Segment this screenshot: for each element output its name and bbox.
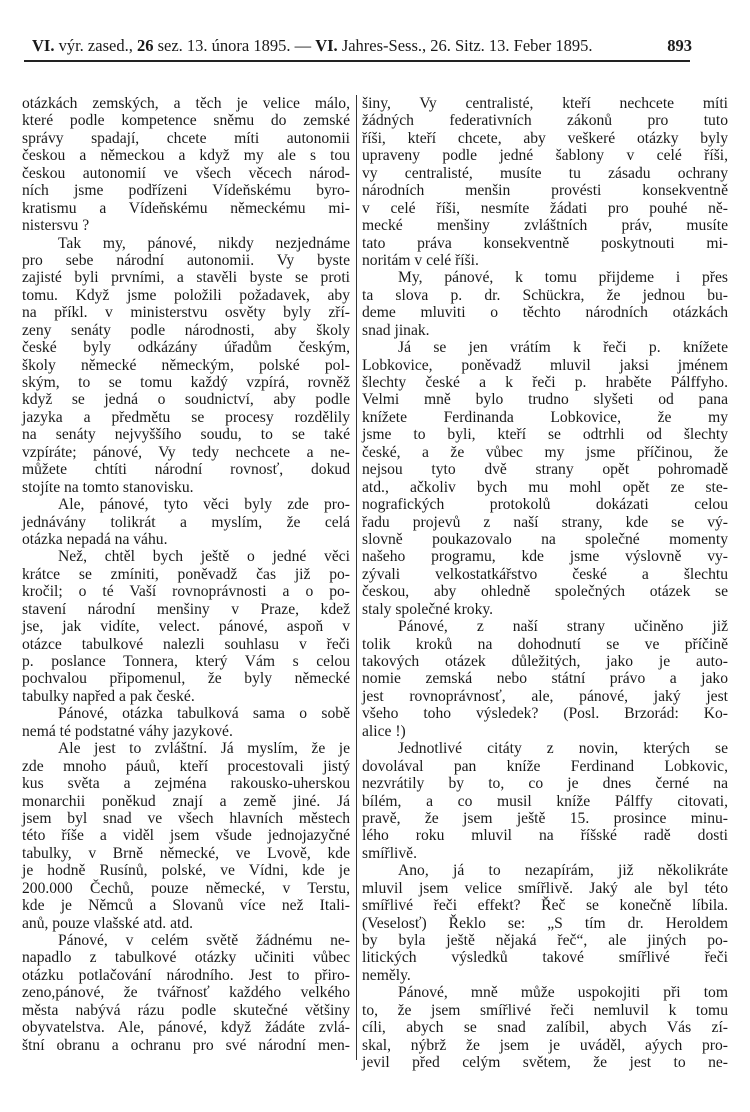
text-line: Tak my, pánové, nikdy nezjednáme bbox=[58, 234, 350, 252]
text-line: šiny, Vy centralisté, kteří nechcete míti bbox=[362, 95, 728, 112]
text-line: by byla ještě nějaká řeč“, ale jiných po- bbox=[362, 932, 728, 949]
text-line: vy centralisté, musíte tu zásadu ochrany bbox=[362, 164, 728, 182]
text-line: tabulky, v Brně německé, ve Lvově, kde bbox=[22, 844, 350, 862]
text-line: pravě, že jsem ještě 15. prosince minu- bbox=[362, 809, 728, 827]
text-line: města nabývá rázu podle skutečné většiny bbox=[22, 1001, 350, 1019]
text-line: zde mnoho páuů, kteří procestovali jistý bbox=[22, 757, 350, 775]
text-line: takových otázek důležitých, jako je auto- bbox=[362, 653, 728, 670]
text-line: správy spadají, chcete míti autonomii bbox=[22, 129, 350, 147]
text-line: na příkl. v ministerstvu osvěty byly zří- bbox=[22, 304, 350, 322]
text-line: anů, pouze vlašské atd. atd. bbox=[22, 914, 194, 932]
text-line: kus světa a zejména rakousko-uherskou bbox=[22, 775, 350, 793]
text-line: nezvrátily by to, co je dnes černé na bbox=[362, 775, 728, 793]
text-line: české byly odkázány úřadům českým, bbox=[22, 339, 350, 357]
text-line: knížete Ferdinanda Lobkovice, že my bbox=[362, 408, 728, 426]
text-line: (Veselosť) Řeklo se: „S tím dr. Heroldem bbox=[362, 914, 728, 932]
text-line: vzpíráte; pánové, Vy tedy nechcete a ne- bbox=[22, 443, 350, 461]
text-line: jsem byl snad ve všech hlavních městech bbox=[22, 809, 350, 827]
text-line: nejsou tyto dvě strany opět pohromadě bbox=[362, 461, 728, 479]
text-line: monarchii poněkud znají a země jiné. Já bbox=[22, 792, 350, 810]
text-line: Ale jest to zvláštní. Já myslím, že je bbox=[58, 740, 350, 758]
text-line: zeny senáty podle národnosti, aby školy bbox=[22, 321, 350, 339]
text-line: Než, chtěl bych ještě o jedné věci bbox=[58, 548, 350, 566]
text-line: je hodně Rusínů, polské, ve Vídni, kde je bbox=[22, 862, 350, 880]
text-line: zeno,pánové, že tvářnosť každého velkého bbox=[22, 984, 350, 1002]
header-sitting: 26 bbox=[136, 36, 154, 55]
text-line: Pánové, v celém světě žádnému ne- bbox=[58, 932, 350, 949]
header-rule bbox=[24, 60, 690, 62]
text-line: bílém, a co musil kníže Pálffy citovati, bbox=[362, 792, 728, 810]
text-line: snad jinak. bbox=[362, 321, 430, 339]
text-line: staly společné kroky. bbox=[362, 600, 494, 618]
text-line: nomie zemská nebo státní právo a jako bbox=[362, 670, 728, 688]
header-czech bbox=[32, 36, 593, 56]
text-line: lého roku mluvil na říšské radě dosti bbox=[362, 827, 728, 845]
text-line: jazyka a předmětu se procesy rozdělily bbox=[22, 408, 350, 426]
text-line: pro sebe národní autonomii. Vy byste bbox=[22, 251, 350, 269]
text-line: šlechty české a k řeči p. hraběte Pálffyho. bbox=[362, 374, 728, 391]
text-line: skal, nýbrž že jsem je uváděl, aýych pro- bbox=[362, 1036, 728, 1054]
text-line: ních jsme podřízeni Vídeňskému byro- bbox=[22, 182, 350, 200]
text-line: této říše a viděl jsem všude jednojazyčné bbox=[22, 827, 350, 845]
text-line: litických výsledků takové smířlivé řeči bbox=[362, 949, 728, 967]
text-line: alice !) bbox=[362, 722, 406, 740]
text-line: českou, aby ohledně společných otázek se bbox=[362, 583, 728, 601]
header-german: Jahres-Sess., 26. Sitz. 13. Feber 1895. bbox=[337, 36, 593, 55]
text-line: tabulky napřed a pak české. bbox=[22, 687, 195, 705]
text-line: říši, kteří chcete, aby veškeré otázky byly bbox=[362, 129, 728, 147]
text-line: Jednotlivé citáty z novin, kterých se bbox=[398, 740, 728, 758]
text-line: jednávány tolikrát a myslím, že celá bbox=[22, 513, 350, 531]
text-line: Ale, pánové, tyto věci byly zde pro- bbox=[58, 496, 350, 514]
text-line: neměly. bbox=[362, 966, 411, 984]
text-line: atd., ačkoliv bych mu mohl opět ze ste- bbox=[362, 478, 728, 496]
text-line: Velmi mně bylo trudno slyšeti od pana bbox=[362, 391, 728, 409]
text-line: Pánové, z naší strany učiněno již bbox=[398, 618, 728, 636]
header-volume: VI. bbox=[32, 36, 55, 55]
text-line: Pánové, mně může uspokojiti při tom bbox=[398, 984, 728, 1002]
text-line: Já se jen vrátím k řeči p. knížete bbox=[398, 339, 728, 357]
text-line: to, že jsem smířlivé řeči nemluvil k tomu bbox=[362, 1001, 728, 1019]
text-line: mecké menšiny zvláštních práv, musíte bbox=[362, 217, 728, 235]
text-line: smířlivě. bbox=[362, 844, 418, 862]
header-session: výr. zased., bbox=[58, 36, 137, 55]
text-line: všeho toho výsledek? (Posl. Brzorád: Ko- bbox=[362, 705, 728, 723]
text-line: p. poslance Tonnera, který Vám s celou bbox=[22, 653, 350, 670]
text-line: Ano, já to nezapírám, již několikráte bbox=[398, 862, 728, 880]
text-line: cíli, abych se snad zalíbil, abych Vás zí- bbox=[362, 1019, 728, 1037]
text-line: v celé říši, nesmíte žádati pro pouhé ně- bbox=[362, 199, 728, 217]
text-line: otázkách zemských, a těch je velice málo, bbox=[22, 95, 350, 112]
text-line: když se jedná o soudnictví, aby podle bbox=[22, 391, 350, 409]
text-line: na senáty nejvyššího soudu, to se také bbox=[22, 426, 350, 444]
text-line: Pánové, otázka tabulková sama o sobě bbox=[58, 705, 350, 723]
text-line: ta slova p. dr. Schückra, že jednou bu- bbox=[362, 286, 728, 304]
running-header bbox=[32, 36, 692, 58]
text-line: dovolával pan kníže Ferdinand Lobkovic, bbox=[362, 757, 728, 775]
text-line: jsme to byli, kteří se odtrhli od šlechty bbox=[362, 426, 728, 444]
text-line: My, pánové, k tomu přijdeme i přes bbox=[398, 269, 728, 287]
text-line: upraveny podle jedné šablony v celé říši, bbox=[362, 147, 728, 165]
text-line: zajisté byli prvními, a stavěli byste se proti bbox=[22, 269, 350, 287]
text-line: otázku potlačování národního. Jest to přiro- bbox=[22, 966, 350, 984]
text-line: národních menšin provésti konsekventně bbox=[362, 182, 728, 200]
text-line: nemá té podstatné váhy jazykové. bbox=[22, 722, 233, 740]
text-line: slovně poukazovalo na společné momenty bbox=[362, 530, 728, 548]
text-line: českou a německou a když my ale s tou bbox=[22, 147, 350, 165]
text-line: krátce se zmíniti, poněvadž čas již po- bbox=[22, 565, 350, 583]
header-volume-de: VI. bbox=[315, 36, 338, 55]
right-column bbox=[362, 95, 728, 1072]
text-line: žádných federativních zákonů pro tuto bbox=[362, 112, 728, 130]
column-divider bbox=[356, 95, 357, 1060]
text-line: kde je Němců a Slovanů více než Itali- bbox=[22, 897, 350, 915]
text-line: řadu projevů z naší strany, kde se vý- bbox=[362, 513, 728, 531]
text-line: školy německé německým, polské pol- bbox=[22, 356, 350, 374]
page-number: 893 bbox=[667, 36, 692, 55]
header-date-cz: sez. 13. února 1895. — bbox=[153, 36, 316, 55]
text-line: otázce tabulkové nalezli souhlasu v řeči bbox=[22, 635, 350, 653]
text-line: pochvalou připomenul, že byly německé bbox=[22, 670, 350, 688]
text-line: napadlo z tabulkové otázky učiniti vůbec bbox=[22, 949, 350, 967]
text-line: obyvatelstva. Ale, pánové, když žádáte zvlá- bbox=[22, 1019, 350, 1037]
text-line: nografických protokolů dokázati celou bbox=[362, 496, 728, 514]
text-line: štní obranu a ochranu pro své národní men- bbox=[22, 1036, 350, 1054]
text-line: Lobkovice, poněvadž mluvil jaksi jménem bbox=[362, 356, 728, 374]
text-line: 200.000 Čechů, pouze německé, v Terstu, bbox=[22, 879, 350, 897]
text-line: jevil před celým světem, že jest to ne- bbox=[362, 1054, 728, 1072]
text-line: tomu. Když jsme položili požadavek, aby bbox=[22, 286, 350, 304]
text-line: tato práva konsekventně poskytnouti mi- bbox=[362, 234, 728, 252]
text-line: zývali velkostatkářstvo české a šlechtu bbox=[362, 565, 728, 583]
text-line: jest rovnoprávnosť, ale, pánové, jaký jest bbox=[362, 687, 728, 705]
text-line: noritám v celé říši. bbox=[362, 251, 479, 269]
text-line: kratismu a Vídeňskému německému mi- bbox=[22, 199, 350, 217]
text-line: kročil; o té Vaší rovnoprávnosti a o po- bbox=[22, 583, 350, 601]
text-line: nistersvu ? bbox=[22, 217, 90, 235]
text-line: deme mluviti o těchto národních otázkách bbox=[362, 304, 728, 322]
text-line: otázka nepadá na váhu. bbox=[22, 530, 168, 548]
text-line: tolik kroků na dohodnutí se ve příčině bbox=[362, 635, 728, 653]
text-line: jse, jak vidíte, velect. pánové, aspoň v bbox=[22, 618, 350, 636]
text-line: našeho programu, kde jsme výslovně vy- bbox=[362, 548, 728, 566]
text-line: které podle kompetence sněmu do zemské bbox=[22, 112, 350, 130]
left-column bbox=[22, 95, 350, 1054]
text-line: mluvil jsem velice smířlivě. Jaký ale byl této bbox=[362, 879, 728, 897]
text-line: stavení národní menšiny v Praze, kdež bbox=[22, 600, 350, 618]
text-line: stojíte na tomto stanovisku. bbox=[22, 478, 194, 496]
text-line: českou autonomií ve všech věcech národ- bbox=[22, 164, 350, 182]
text-line: české, a že vůbec my jsme příčinou, že bbox=[362, 443, 728, 461]
text-line: ským, to se tomu každý vzpírá, rovněž bbox=[22, 374, 350, 391]
text-line: smířlivé řeči effekt? Řeč se konečně líbila. bbox=[362, 897, 728, 915]
text-line: můžete chtíti národní rovnosť, dokud bbox=[22, 461, 350, 479]
